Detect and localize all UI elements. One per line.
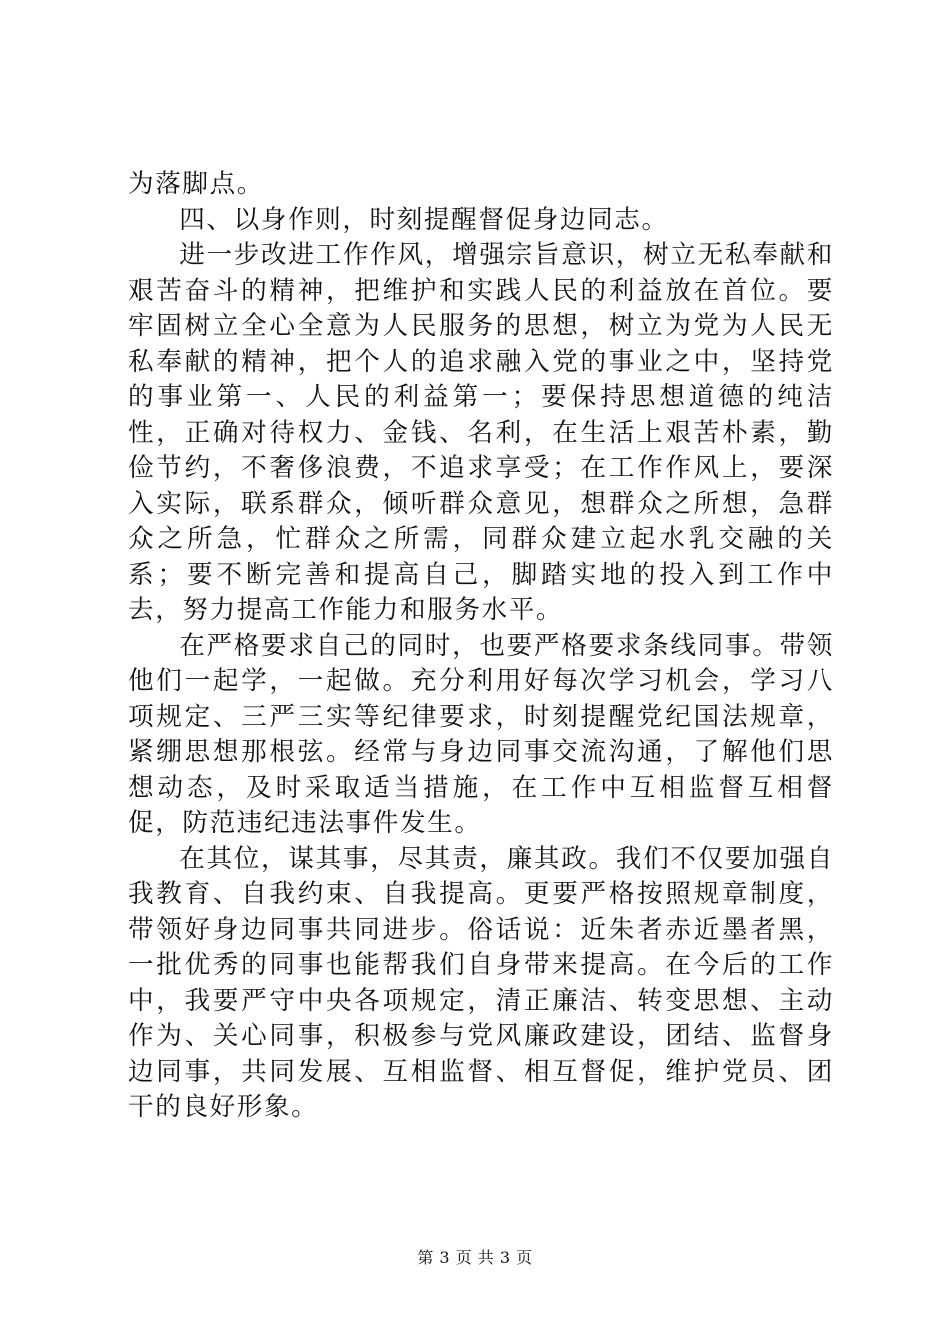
paragraph-strict-requirements: 在严格要求自己的同时，也要严格要求条线同事。带领他们一起学，一起做。充分利用好每次学习机会，学习八项规定、三严三实等纪律要求，时刻提醒党纪国法规章，紧绷思想那根弦。经常与身边同事交流沟通，了解他们思想动态，及时采取适当措施，在工作中互相监督互相督促，防范违纪违法事件发生。: [128, 630, 834, 838]
paragraph-integrity: 在其位，谋其事，尽其责，廉其政。我们不仅要加强自我教育、自我约束、自我提高。更要严格按照规章制度，带领好身边同事共同进步。俗话说：近朱者赤近墨者黑，一批优秀的同事也能帮我们自身带来提高。在今后的工作中，我要严守中央各项规定，清正廉洁、转变思想、主动作为、关心同事，积极参与党风廉政建设，团结、监督身边同事，共同发展、互相监督、相互督促，维护党员、团干的良好形象。: [128, 843, 834, 1122]
document-body: [128, 167, 834, 1126]
paragraph-work-style: 进一步改进工作作风，增强宗旨意识，树立无私奉献和艰苦奋斗的精神，把维护和实践人民的利益放在首位。要牢固树立全心全意为人民服务的思想，树立为党为人民无私奉献的精神，把个人的追求融入党的事业之中，坚持党的事业第一、人民的利益第一；要保持思想道德的纯洁性，正确对待权力、金钱、名利，在生活上艰苦朴素，勤俭节约，不奢侈浪费，不追求享受；在工作作风上，要深入实际，联系群众，倾听群众意见，想群众之所想，急群众之所急，忙群众之所需，同群众建立起水乳交融的关系；要不断完善和提高自己，脚踏实地的投入到工作中去，努力提高工作能力和服务水平。: [128, 240, 834, 625]
paragraph-continuation: 为落脚点。: [128, 169, 264, 199]
section-heading: 四、以身作则，时刻提醒督促身边同志。: [179, 204, 669, 235]
page-footer: 第 3 页 共 3 页: [417, 1248, 533, 1267]
